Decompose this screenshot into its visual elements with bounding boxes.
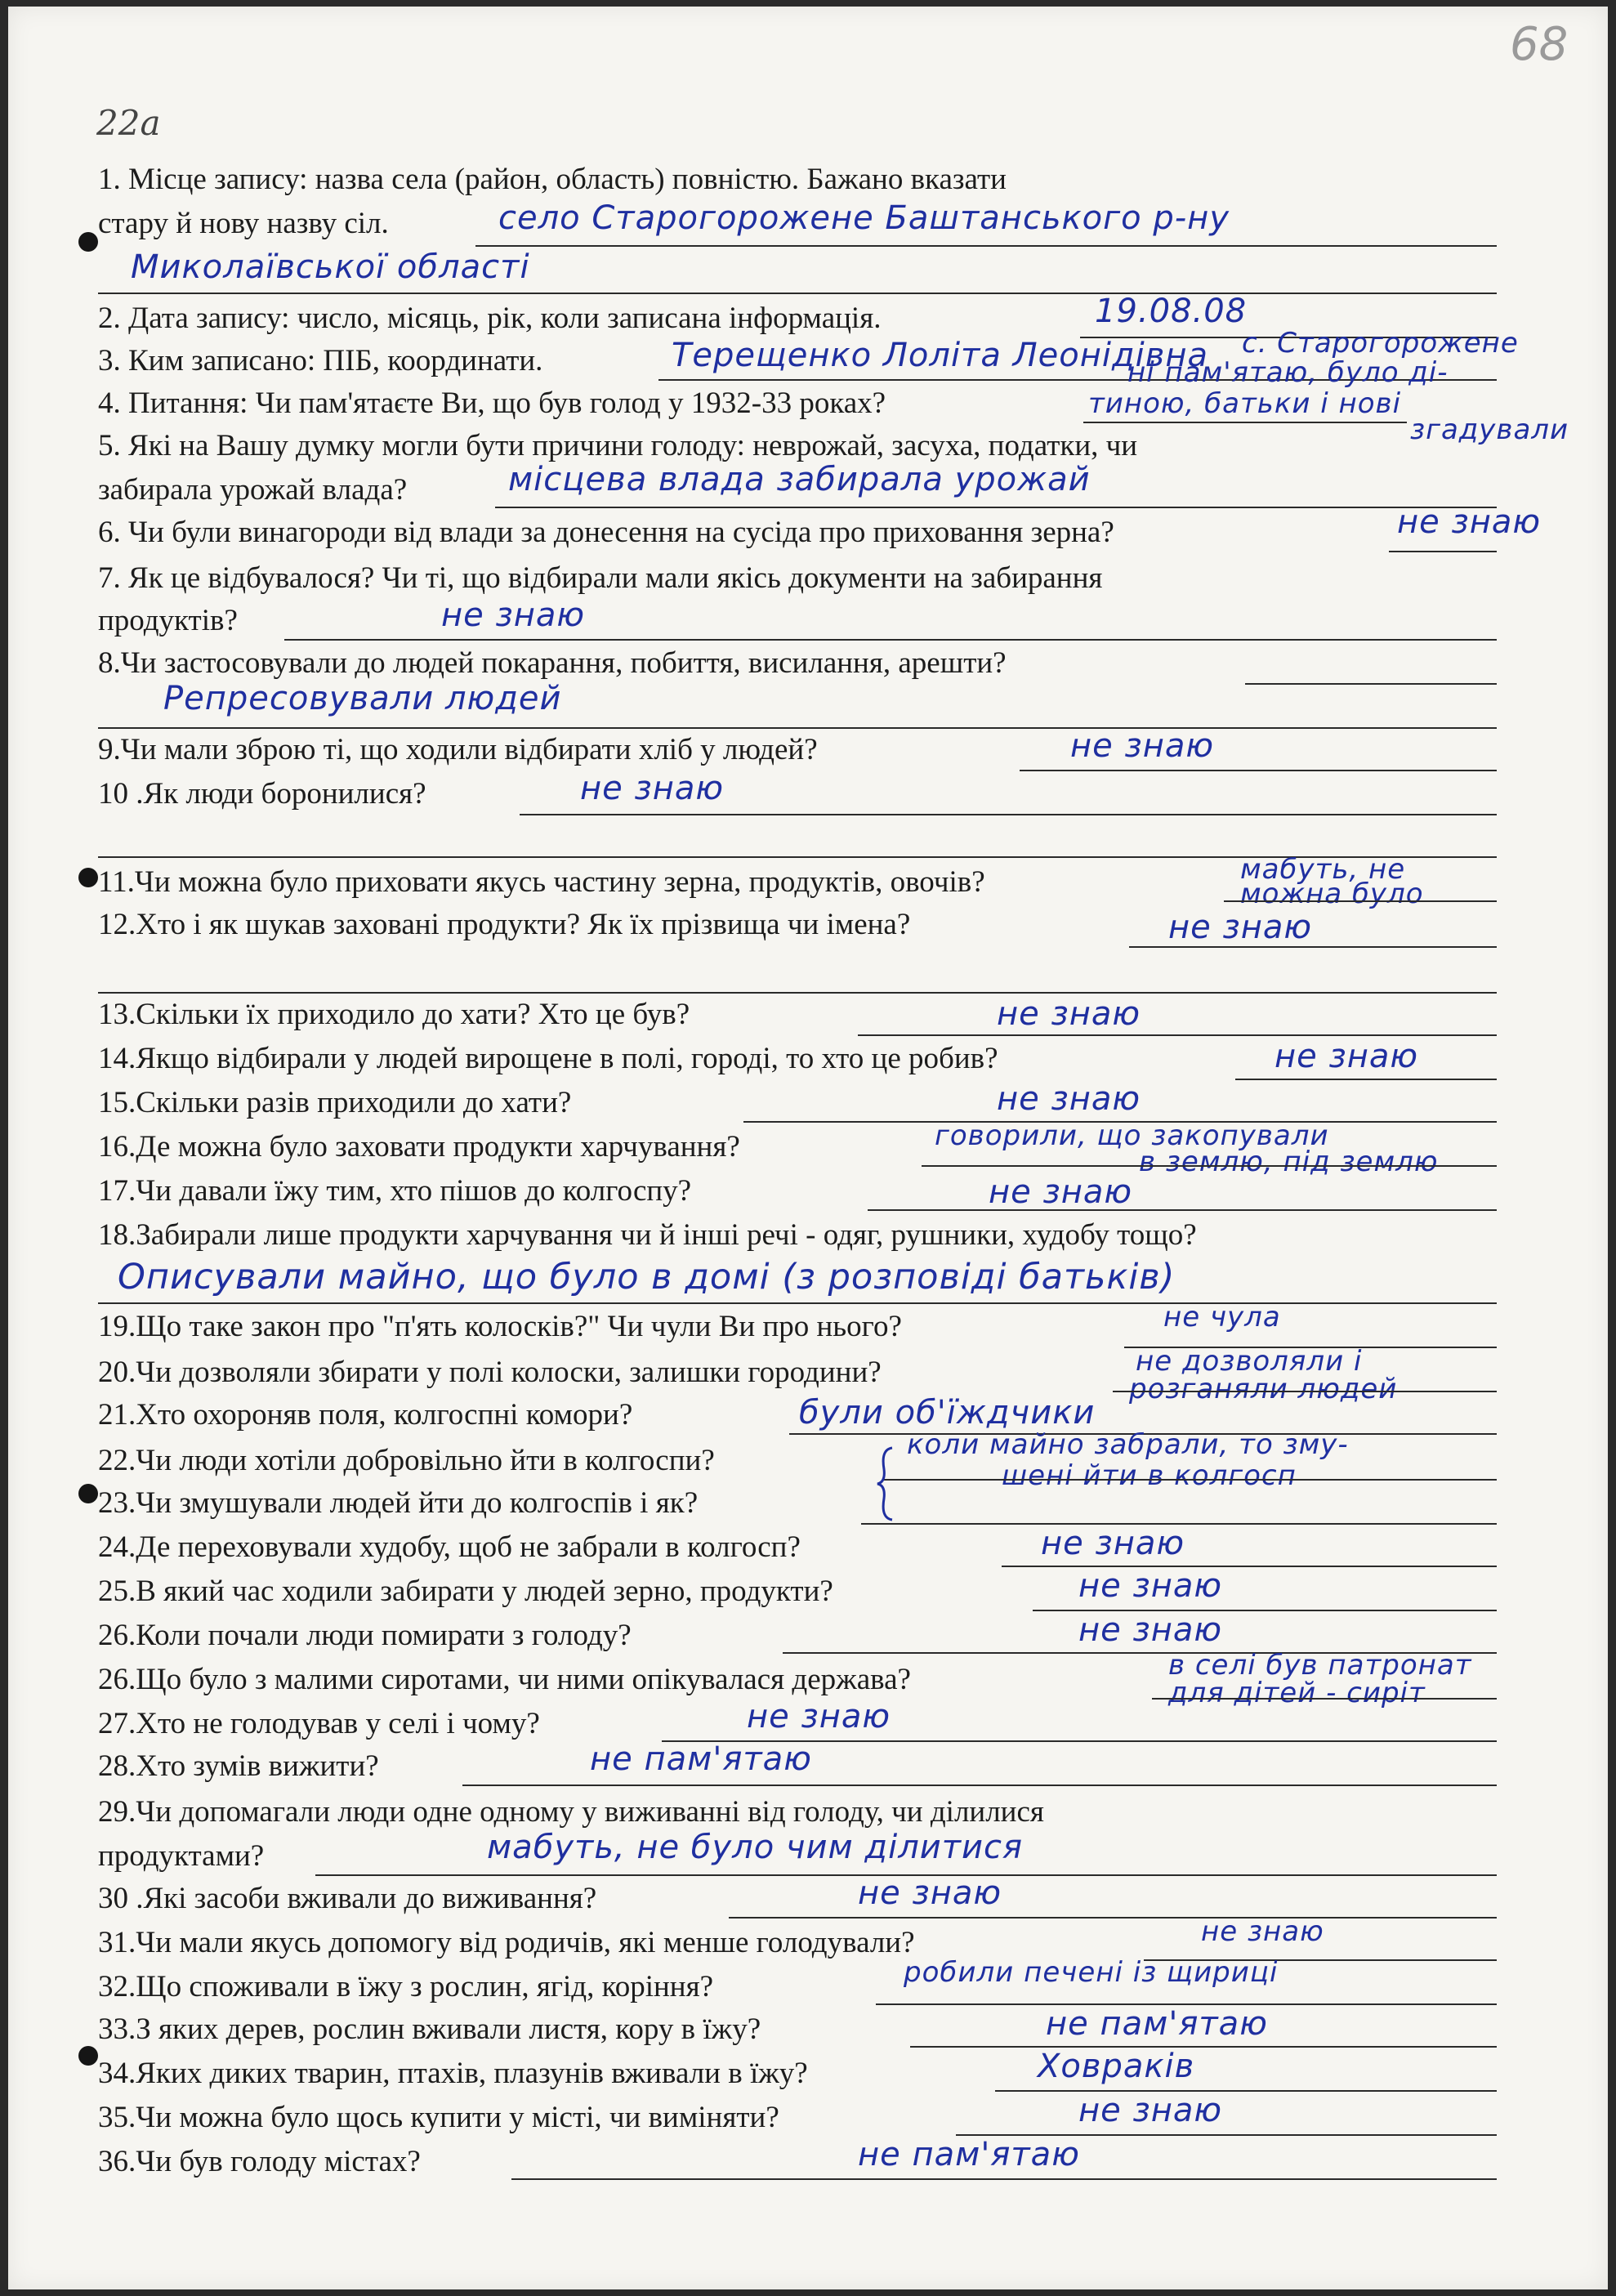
binder-hole xyxy=(78,2046,98,2066)
answer-line xyxy=(462,1785,1497,1786)
answer-13: не знаю xyxy=(997,995,1141,1033)
question-17: 17.Чи давали їжу тим, хто пішов до колгоспу? xyxy=(98,1174,692,1208)
questionnaire-page xyxy=(8,7,1608,2289)
question-14: 14.Якщо відбирали у людей вирощене в полі, городі, то хто це робив? xyxy=(98,1042,998,1075)
answer-21: були об'їждчики xyxy=(799,1394,1096,1432)
answer-16-line-2: в землю, під землю xyxy=(1139,1146,1439,1178)
answer-29: мабуть, не було чим ділитися xyxy=(487,1829,1024,1866)
question-21: 21.Хто охороняв поля, колгоспні комори? xyxy=(98,1398,633,1432)
question-16: 16.Де можна було заховати продукти харчування? xyxy=(98,1130,740,1164)
answer-26: не знаю xyxy=(1078,1611,1223,1649)
answer-12: не знаю xyxy=(1168,909,1313,946)
answer-16-line-1: говорили, що закопували xyxy=(935,1119,1329,1152)
question-29-line-1: 29.Чи допомагали люди одне одному у виживанні від голоду, чи ділилися xyxy=(98,1795,1044,1829)
answer-line xyxy=(858,1034,1497,1036)
answer-33: не пам'ятаю xyxy=(1046,2005,1268,2043)
bracket-icon xyxy=(874,1445,899,1523)
answer-4-line-1: ні пам'ятаю, було ді- xyxy=(1127,356,1449,389)
answer-35: не знаю xyxy=(1078,2092,1223,2129)
answer-line xyxy=(475,245,1497,247)
question-34: 34.Яких диких тварин, птахів, плазунів вживали в їжу? xyxy=(98,2057,808,2090)
answer-25: не знаю xyxy=(1078,1567,1223,1605)
answer-line xyxy=(284,639,1497,641)
question-6: 6. Чи були винагороди від влади за донесення на сусіда про приховання зерна? xyxy=(98,516,1114,549)
answer-6: не знаю xyxy=(1397,503,1542,541)
question-31: 31.Чи мали якусь допомогу від родичів, які менше голодували? xyxy=(98,1926,915,1959)
answer-22-line-1: коли майно забрали, то зму- xyxy=(907,1428,1349,1461)
question-26: 26.Коли почали люди помирати з голоду? xyxy=(98,1619,632,1652)
answer-line xyxy=(511,2178,1497,2180)
question-3: 3. Ким записано: ПІБ, координати. xyxy=(98,344,543,377)
answer-4-line-3: згадували xyxy=(1410,413,1569,446)
answer-18: Описували майно, що було в домі (з розповіді батьків) xyxy=(118,1257,1176,1298)
question-20: 20.Чи дозволяли збирати у полі колоски, залишки городини? xyxy=(98,1356,882,1389)
question-28: 28.Хто зумів вижити? xyxy=(98,1749,379,1783)
answer-19: не чула xyxy=(1163,1301,1281,1333)
binder-hole xyxy=(78,232,98,252)
answer-line xyxy=(98,992,1497,994)
answer-34: Ховраків xyxy=(1038,2048,1195,2085)
answer-line xyxy=(1002,1566,1497,1567)
question-4: 4. Питання: Чи пам'ятаєте Ви, що був голод у 1932-33 роках? xyxy=(98,386,886,420)
answer-22-line-2: шені йти в колгосп xyxy=(1002,1459,1297,1492)
answer-10: не знаю xyxy=(580,770,725,807)
binder-hole xyxy=(78,868,98,887)
answer-line xyxy=(884,1479,1497,1481)
answer-17: не знаю xyxy=(989,1173,1133,1211)
answer-3-coords: с. Старогороженe xyxy=(1242,327,1519,360)
question-25: 25.В який час ходили забирати у людей зерно, продукти? xyxy=(98,1575,833,1608)
question-27: 27.Хто не голодував у селі і чому? xyxy=(98,1707,540,1740)
answer-line xyxy=(98,1302,1497,1304)
answer-line xyxy=(868,1209,1497,1211)
answer-line xyxy=(1083,422,1407,423)
answer-27: не знаю xyxy=(747,1698,891,1735)
answer-line xyxy=(98,727,1497,729)
answer-1-line-1: село Старогороженe Баштанського р-ну xyxy=(498,199,1230,237)
question-36: 36.Чи був голоду містах? xyxy=(98,2145,421,2178)
question-18: 18.Забирали лише продукти харчування чи й інші речі - одяг, рушники, худобу тощо? xyxy=(98,1218,1197,1252)
answer-line xyxy=(1235,1079,1497,1080)
question-10: 10 .Як люди боронилися? xyxy=(98,777,426,811)
question-24: 24.Де переховували худобу, щоб не забрали в колгосп? xyxy=(98,1530,801,1564)
answer-20-line-1: не дозволяли і xyxy=(1136,1345,1363,1378)
answer-line xyxy=(495,507,1497,508)
answer-line xyxy=(910,2046,1497,2048)
answer-line xyxy=(729,1917,1497,1919)
answer-1-line-2: Миколаївської області xyxy=(131,248,530,286)
answer-line xyxy=(1129,946,1497,948)
question-7-line-1: 7. Як це відбувалося? Чи ті, що відбирали мали якісь документи на забирання xyxy=(98,561,1103,595)
answer-11-line-1: мабуть, не xyxy=(1240,853,1406,886)
answer-line xyxy=(922,1165,1497,1167)
answer-15: не знаю xyxy=(997,1080,1141,1118)
question-1-line-2: стару й нову назву сіл. xyxy=(98,207,389,240)
question-9: 9.Чи мали зброю ті, що ходили відбирати хліб у людей? xyxy=(98,733,818,766)
archive-code: 22а xyxy=(96,103,161,143)
answer-14: не знаю xyxy=(1274,1038,1419,1075)
answer-31: не знаю xyxy=(1201,1915,1324,1948)
answer-32: робили печені із щириці xyxy=(904,1956,1279,1989)
answer-line xyxy=(1245,683,1497,685)
answer-4-line-2: тиною, батьки і нові xyxy=(1088,387,1402,420)
answer-36: не пам'ятаю xyxy=(858,2136,1080,2173)
answer-line xyxy=(520,814,1497,815)
question-5-line-1: 5. Які на Вашу думку могли бути причини голоду: неврожай, засуха, податки, чи xyxy=(98,429,1138,462)
answer-30: не знаю xyxy=(858,1874,1002,1912)
question-26b: 26.Що було з малими сиротами, чи ними опікувалася держава? xyxy=(98,1663,911,1696)
answer-11-line-2: можна було xyxy=(1240,878,1424,910)
answer-26b-line-1: в селі був патронат xyxy=(1168,1649,1472,1682)
question-7-line-2: продуктів? xyxy=(98,604,238,637)
question-13: 13.Скільки їх приходило до хати? Хто це був? xyxy=(98,998,690,1031)
answer-9: не знаю xyxy=(1070,727,1215,765)
answer-line xyxy=(1224,900,1497,902)
question-5-line-2: забирала урожай влада? xyxy=(98,473,408,507)
answer-3-name: Терещенко Лоліта Леонідівна xyxy=(672,337,1209,374)
answer-24: не знаю xyxy=(1041,1525,1185,1562)
question-35: 35.Чи можна було щось купити у місті, чи виміняти? xyxy=(98,2101,779,2134)
binder-hole xyxy=(78,1484,98,1503)
question-32: 32.Що споживали в їжу з рослин, ягід, коріння? xyxy=(98,1970,714,2003)
question-33: 33.З яких дерев, рослин вживали листя, кору в їжу? xyxy=(98,2012,761,2046)
question-11: 11.Чи можна було приховати якусь частину зерна, продуктів, овочів? xyxy=(98,865,985,899)
answer-28: не пам'ятаю xyxy=(590,1740,812,1778)
answer-line xyxy=(1020,770,1497,771)
answer-line xyxy=(1113,1391,1497,1392)
question-15: 15.Скільки разів приходили до хати? xyxy=(98,1086,572,1119)
question-23: 23.Чи змушували людей йти до колгоспів і як? xyxy=(98,1486,699,1520)
answer-26b-line-2: для дітей - сиріт xyxy=(1168,1677,1426,1709)
answer-20-line-2: розганяли людей xyxy=(1129,1373,1398,1405)
page-number: 68 xyxy=(1510,18,1569,71)
question-19: 19.Що таке закон про "п'ять колосків?" Чи чули Ви про нього? xyxy=(98,1310,902,1343)
question-22: 22.Чи люди хотіли добровільно йти в колгоспи? xyxy=(98,1444,715,1477)
question-12: 12.Хто і як шукав заховані продукти? Як їх прізвища чи імена? xyxy=(98,908,911,941)
answer-2: 19.08.08 xyxy=(1095,293,1248,330)
answer-7: не знаю xyxy=(441,596,586,634)
question-2: 2. Дата запису: число, місяць, рік, коли записана інформація. xyxy=(98,302,882,335)
answer-5: місцева влада забирала урожай xyxy=(508,461,1091,498)
question-30: 30 .Які засоби вживали до виживання? xyxy=(98,1882,597,1915)
answer-line xyxy=(1152,1698,1497,1700)
question-1-line-1: 1. Місце запису: назва села (район, область) повністю. Бажано вказати xyxy=(98,163,1007,196)
answer-line xyxy=(995,2090,1497,2092)
question-8: 8.Чи застосовували до людей покарання, побиття, висилання, арешти? xyxy=(98,646,1007,680)
question-29-line-2: продуктами? xyxy=(98,1839,265,1873)
answer-line xyxy=(98,293,1497,294)
answer-line xyxy=(1389,551,1497,552)
answer-8: Репресовували людей xyxy=(163,680,562,717)
